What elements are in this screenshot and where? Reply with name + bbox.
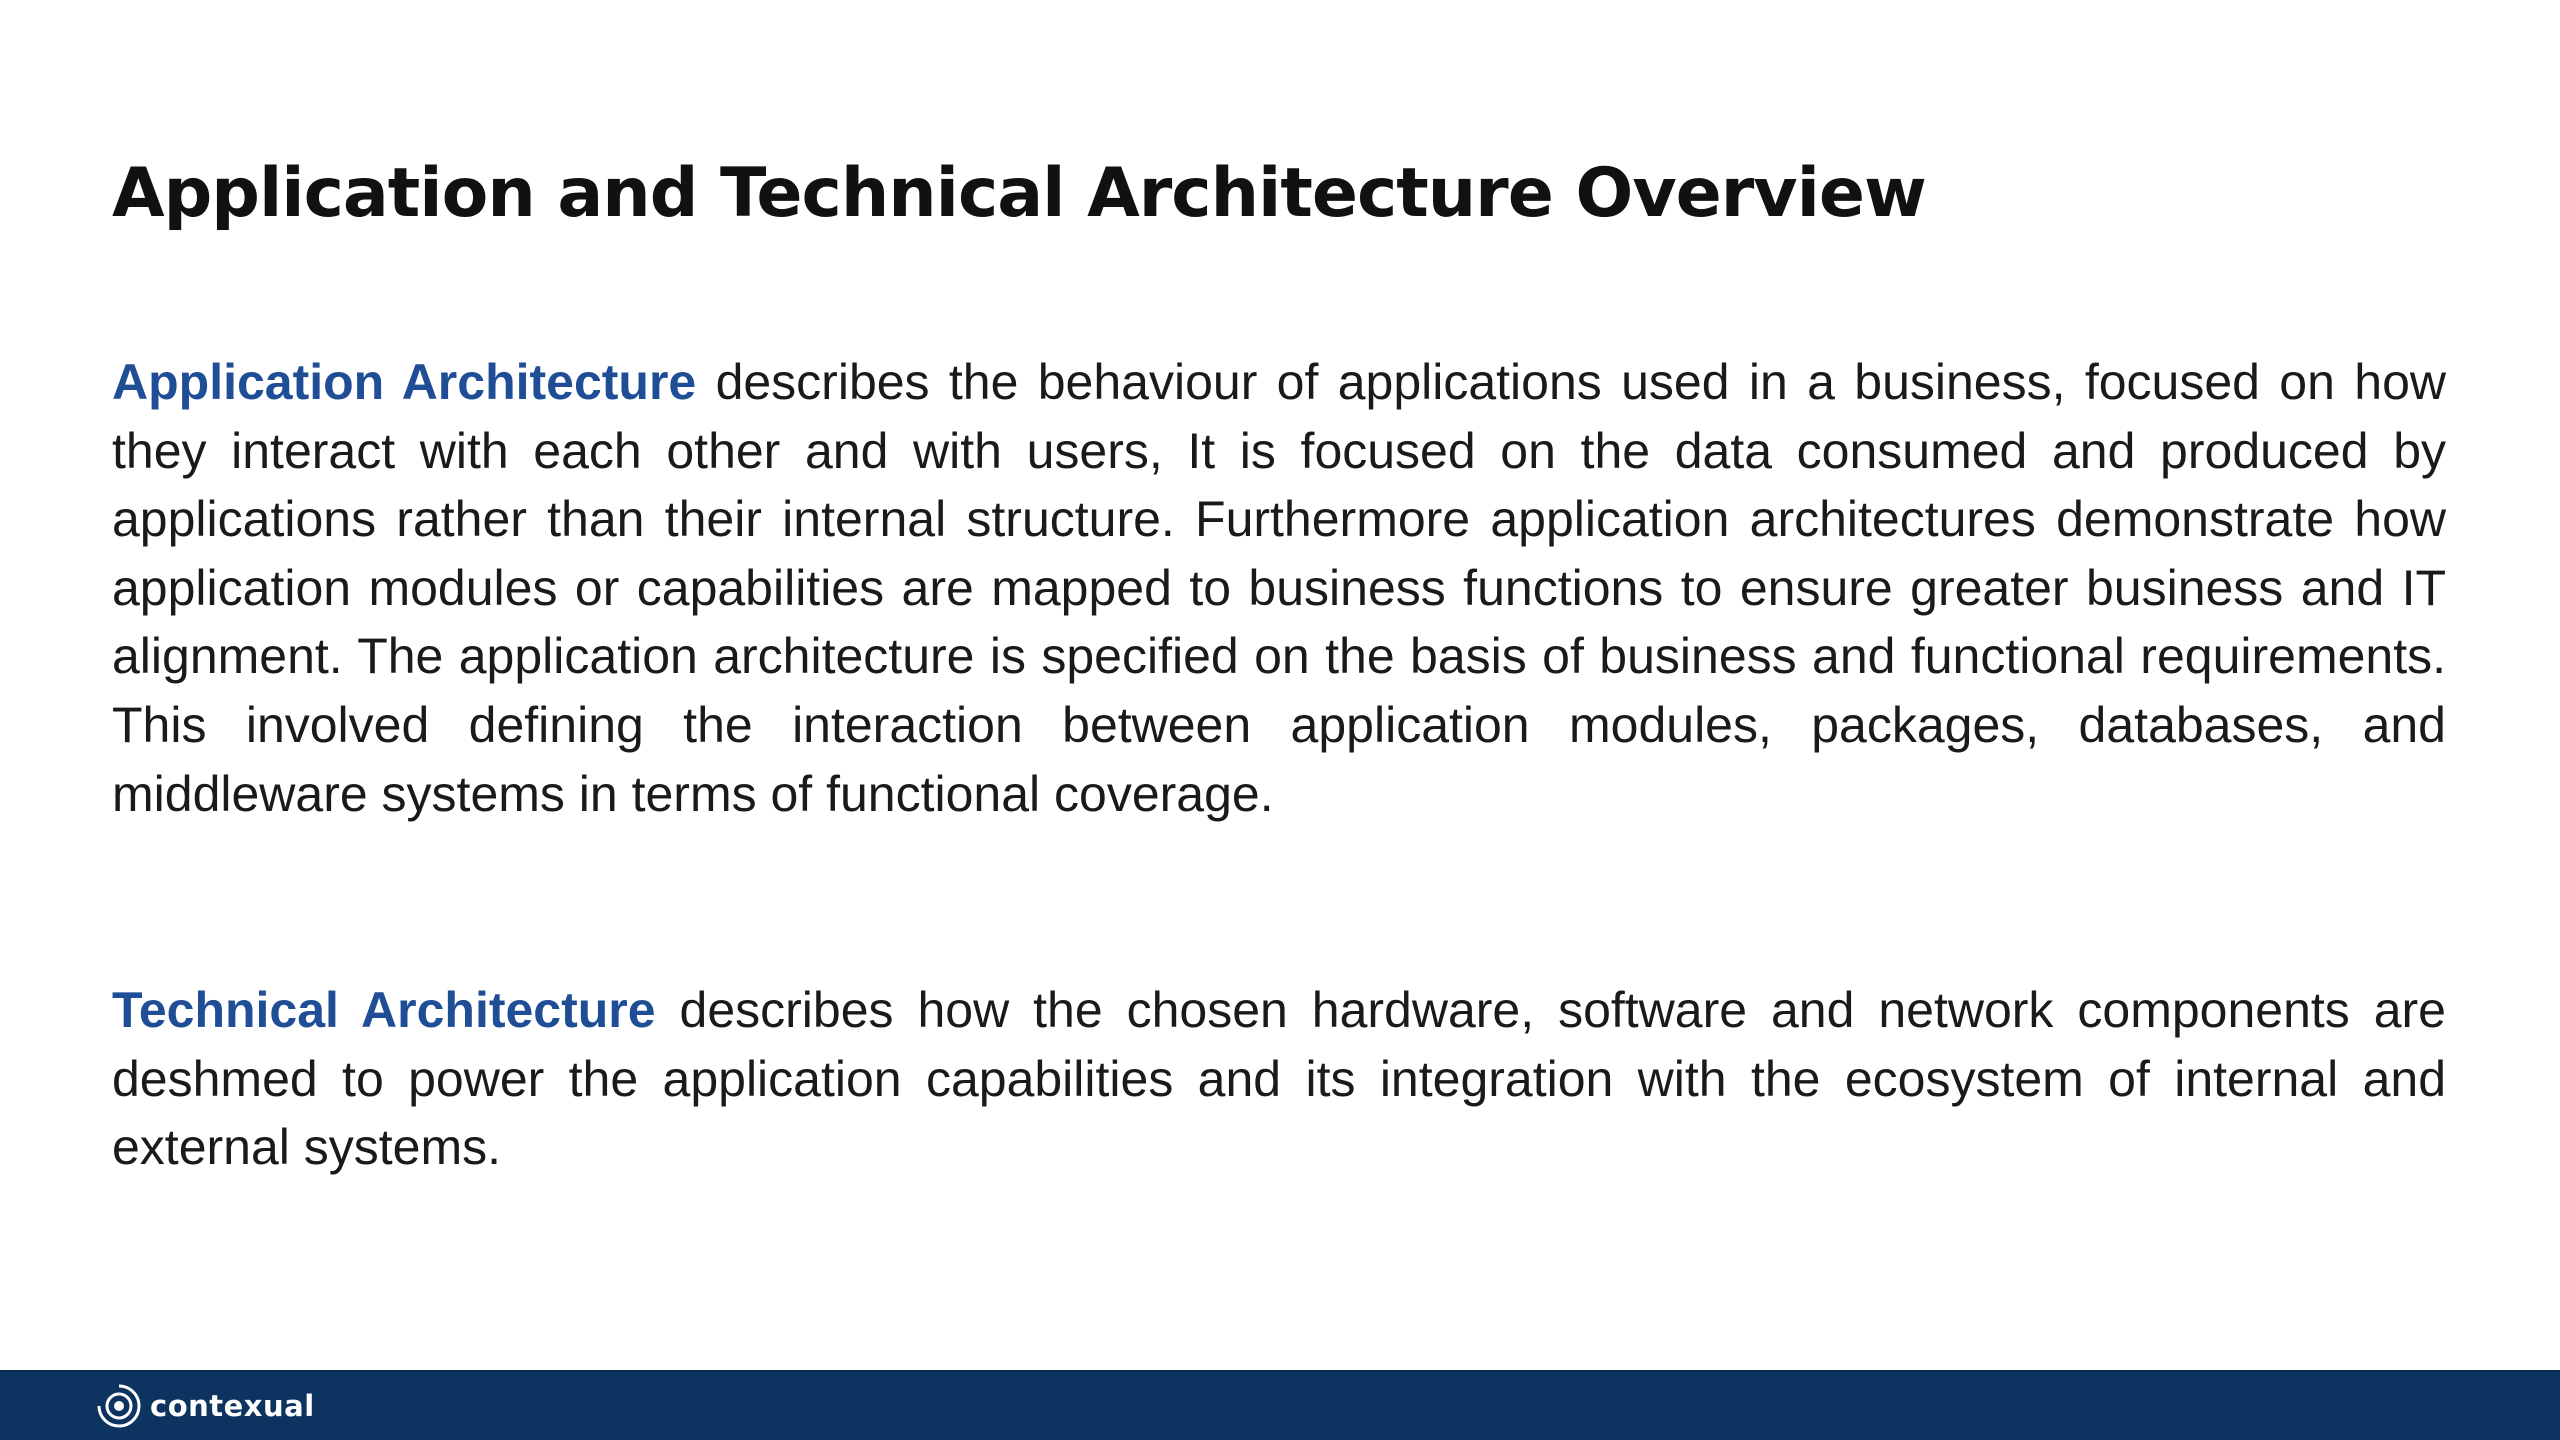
brand-name: contexual — [150, 1389, 315, 1423]
technical-architecture-term: Technical Architecture — [112, 982, 656, 1038]
application-architecture-term: Application Architecture — [112, 354, 697, 410]
application-architecture-paragraph — [112, 348, 2446, 828]
brand-logo — [96, 1384, 315, 1428]
technical-architecture-paragraph — [112, 976, 2446, 1182]
technical-architecture-description: describes how the chosen hardware, software and network components are deshmed to power the application capabilities and its integration with the ecosystem of internal and external systems. — [112, 982, 2446, 1176]
footer-bar — [0, 1370, 2560, 1440]
application-architecture-description: describes the behaviour of applications used in a business, focused on how they interact with each other and with users, It is focused on the data consumed and produced by applications rather than their internal structure. Furthermore application architectures demonstrate how application modules or capabilities are mapped to business functions to ensure greater business and IT alignment. The application architecture is specified on the basis of business and functional requirements. This involved defining the interaction between application modules, packages, databases, and middleware systems in terms of functional coverage. — [112, 354, 2446, 822]
slide-title: Application and Technical Architecture Overview — [112, 154, 1926, 233]
contexual-logo-icon — [96, 1383, 142, 1429]
